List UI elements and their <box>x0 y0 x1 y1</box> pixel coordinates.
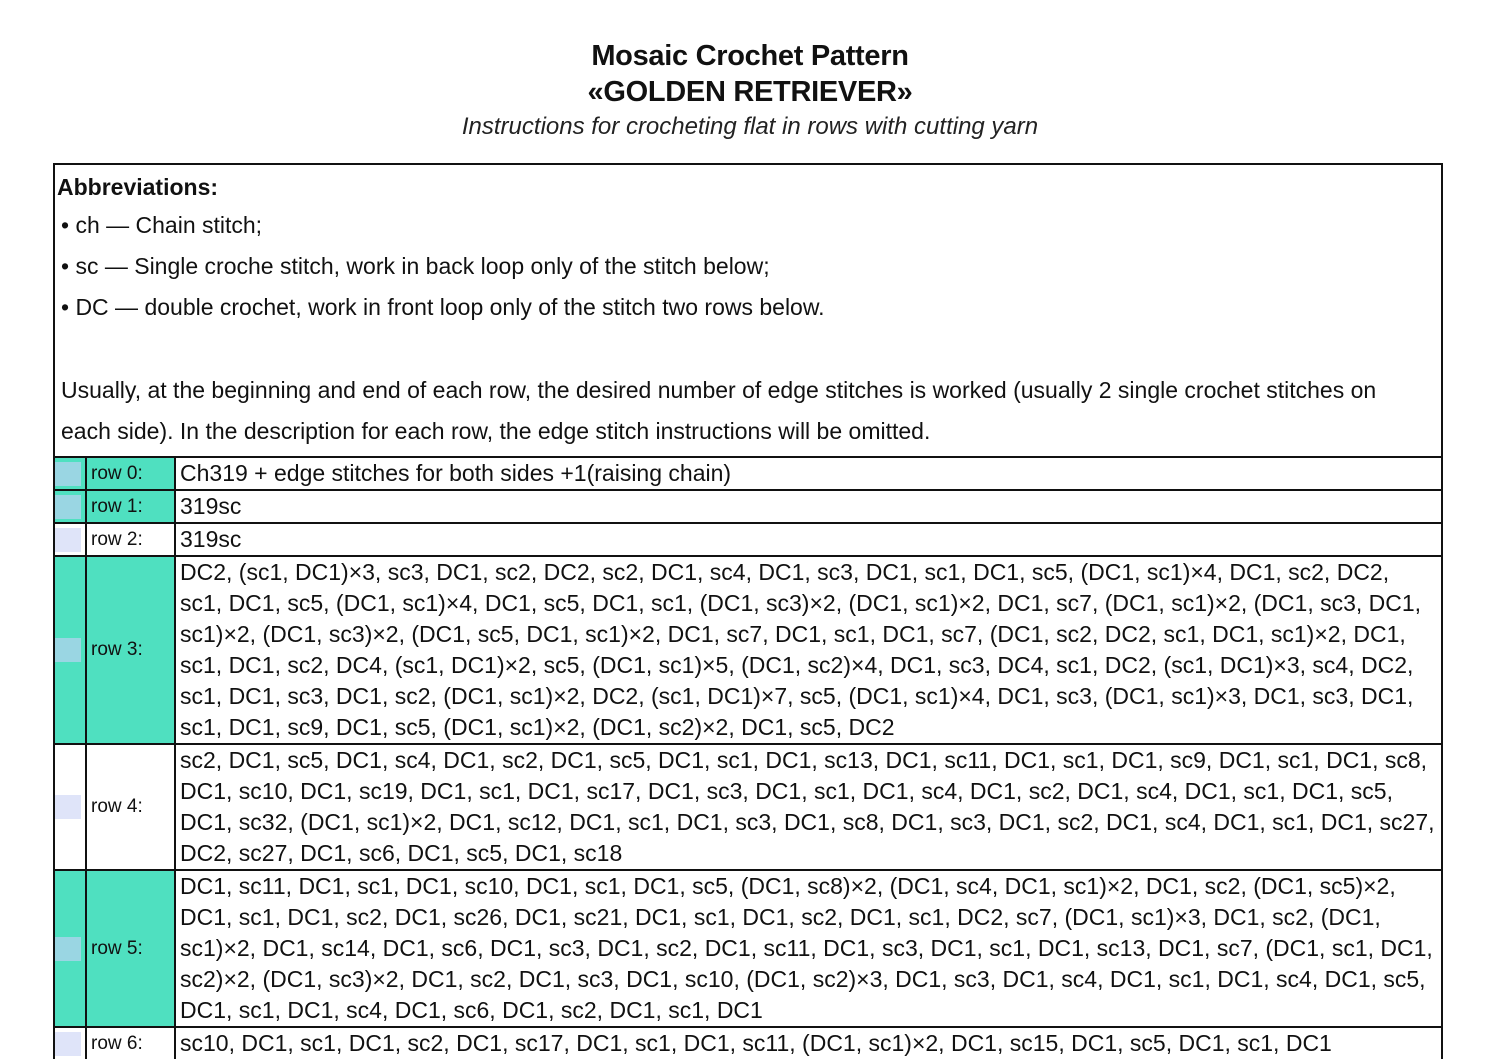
row-color-chip <box>55 795 81 819</box>
page-title: Mosaic Crochet Pattern <box>591 40 909 72</box>
row-instructions: 319sc <box>180 493 242 519</box>
abbreviation-ch: • ch — Chain stitch; <box>61 212 263 238</box>
row-label: row 3: <box>85 557 176 743</box>
abbreviation-dc: • DC — double crochet, work in front loop only of the stitch two rows below. <box>61 294 825 320</box>
row-color-swatch <box>55 557 85 743</box>
row-label: row 6: <box>85 1028 176 1059</box>
row-color-chip <box>55 937 81 961</box>
row-label: row 0: <box>85 458 176 489</box>
table-row <box>55 491 1441 524</box>
table-row <box>55 871 1441 1028</box>
row-instructions: Ch319 + edge stitches for both sides +1(raising chain) <box>180 460 732 486</box>
table-row <box>55 458 1441 491</box>
table-row <box>55 1028 1441 1059</box>
row-color-swatch <box>55 1028 85 1059</box>
pattern-table <box>53 163 1443 1059</box>
row-color-swatch <box>55 491 85 522</box>
page-header <box>0 38 1500 144</box>
row-color-swatch <box>55 524 85 555</box>
row-label: row 5: <box>85 871 176 1026</box>
table-row <box>55 557 1441 745</box>
row-instructions: sc10, DC1, sc1, DC1, sc2, DC1, sc17, DC1, sc1, DC1, sc11, (DC1, sc1)×2, DC1, sc15, DC1, sc5, DC1, sc1, DC1 <box>180 1030 1332 1056</box>
row-color-chip <box>55 638 81 662</box>
row-instructions: sc2, DC1, sc5, DC1, sc4, DC1, sc2, DC1, sc5, DC1, sc1, DC1, sc13, DC1, sc11, DC1, sc1, DC1, sc9, DC1, sc1, DC1, sc8, DC1, sc10, DC1, sc19, DC1, sc1, DC1, sc17, DC1, sc3, DC1, sc1, DC1, sc4, DC1, sc2, DC1, sc4, DC1, sc1, DC1, sc5, DC1, sc32, (DC1, sc1)×2, DC1, sc12, DC1, sc1, DC1, sc3, DC1, sc8, DC1, sc3, DC1, sc2, DC1, sc4, DC1, sc1, DC1, sc27, DC2, sc27, DC1, sc6, DC1, sc5, DC1, sc18 <box>180 747 1441 866</box>
row-color-chip <box>55 528 81 552</box>
row-color-swatch <box>55 871 85 1026</box>
row-label: row 2: <box>85 524 176 555</box>
row-color-swatch <box>55 745 85 869</box>
row-color-chip <box>55 462 81 486</box>
row-label: row 1: <box>85 491 176 522</box>
edge-stitch-note: Usually, at the beginning and end of each row, the desired number of edge stitches is worked (usually 2 single crochet stitches on each side). In the description for each row, the edge stitch instructions will be omitted. <box>61 377 1377 444</box>
row-instructions: DC2, (sc1, DC1)×3, sc3, DC1, sc2, DC2, sc2, DC1, sc4, DC1, sc3, DC1, sc1, DC1, sc5, (DC1, sc1)×4, DC1, sc2, DC2, sc1, DC1, sc5, (DC1, sc1)×4, DC1, sc5, DC1, sc1, (DC1, sc3)×2, (DC1, sc1)×2, DC1, sc7, (DC1, sc1)×2, (DC1, sc3, DC1, sc1)×2, (DC1, sc3)×2, (DC1, sc5, DC1, sc1)×2, DC1, sc7, DC1, sc1, DC1, sc7, (DC1, sc2, DC2, sc1, DC1, sc1)×2, DC1, sc1, DC1, sc2, DC4, (sc1, DC1)×2, sc5, (DC1, sc1)×5, (DC1, sc2)×4, DC1, sc3, DC4, sc1, DC2, (sc1, DC1)×3, sc4, DC2, sc1, DC1, sc3, DC1, sc2, (DC1, sc1)×2, DC2, (sc1, DC1)×7, sc5, (DC1, sc1)×4, DC1, sc3, (DC1, sc1)×3, DC1, sc3, DC1, sc1, DC1, sc9, DC1, sc5, (DC1, sc1)×2, (DC1, sc2)×2, DC1, sc5, DC2 <box>180 559 1428 740</box>
row-color-chip <box>55 1032 81 1056</box>
pattern-caption: Instructions for crocheting flat in rows with cutting yarn <box>461 113 1039 140</box>
rows-list <box>55 458 1441 1059</box>
row-instructions: 319sc <box>180 526 242 552</box>
abbreviations-section <box>55 165 1441 458</box>
row-color-chip <box>55 495 81 519</box>
row-color-swatch <box>55 458 85 489</box>
abbreviations-title: Abbreviations: <box>57 174 219 200</box>
pattern-name: «GOLDEN RETRIEVER» <box>587 76 913 108</box>
table-row <box>55 524 1441 557</box>
row-instructions: DC1, sc11, DC1, sc1, DC1, sc10, DC1, sc1, DC1, sc5, (DC1, sc8)×2, (DC1, sc4, DC1, sc1)×2, DC1, sc2, (DC1, sc5)×2, DC1, sc1, DC1, sc2, DC1, sc26, DC1, sc21, DC1, sc1, DC1, sc2, DC1, sc1, DC2, sc7, (DC1, sc1)×3, DC1, sc2, (DC1, sc1)×2, DC1, sc14, DC1, sc6, DC1, sc3, DC1, sc2, DC1, sc11, DC1, sc3, DC1, sc1, DC1, sc13, DC1, sc7, (DC1, sc1, DC1, sc2)×2, (DC1, sc3)×2, DC1, sc2, DC1, sc3, DC1, sc10, (DC1, sc2)×3, DC1, sc3, DC1, sc4, DC1, sc1, DC1, sc4, DC1, sc5, DC1, sc1, DC1, sc4, DC1, sc6, DC1, sc2, DC1, sc1, DC1 <box>180 873 1440 1023</box>
table-row <box>55 745 1441 871</box>
row-label: row 4: <box>85 745 176 869</box>
abbreviation-sc: • sc — Single croche stitch, work in back loop only of the stitch below; <box>61 253 770 279</box>
